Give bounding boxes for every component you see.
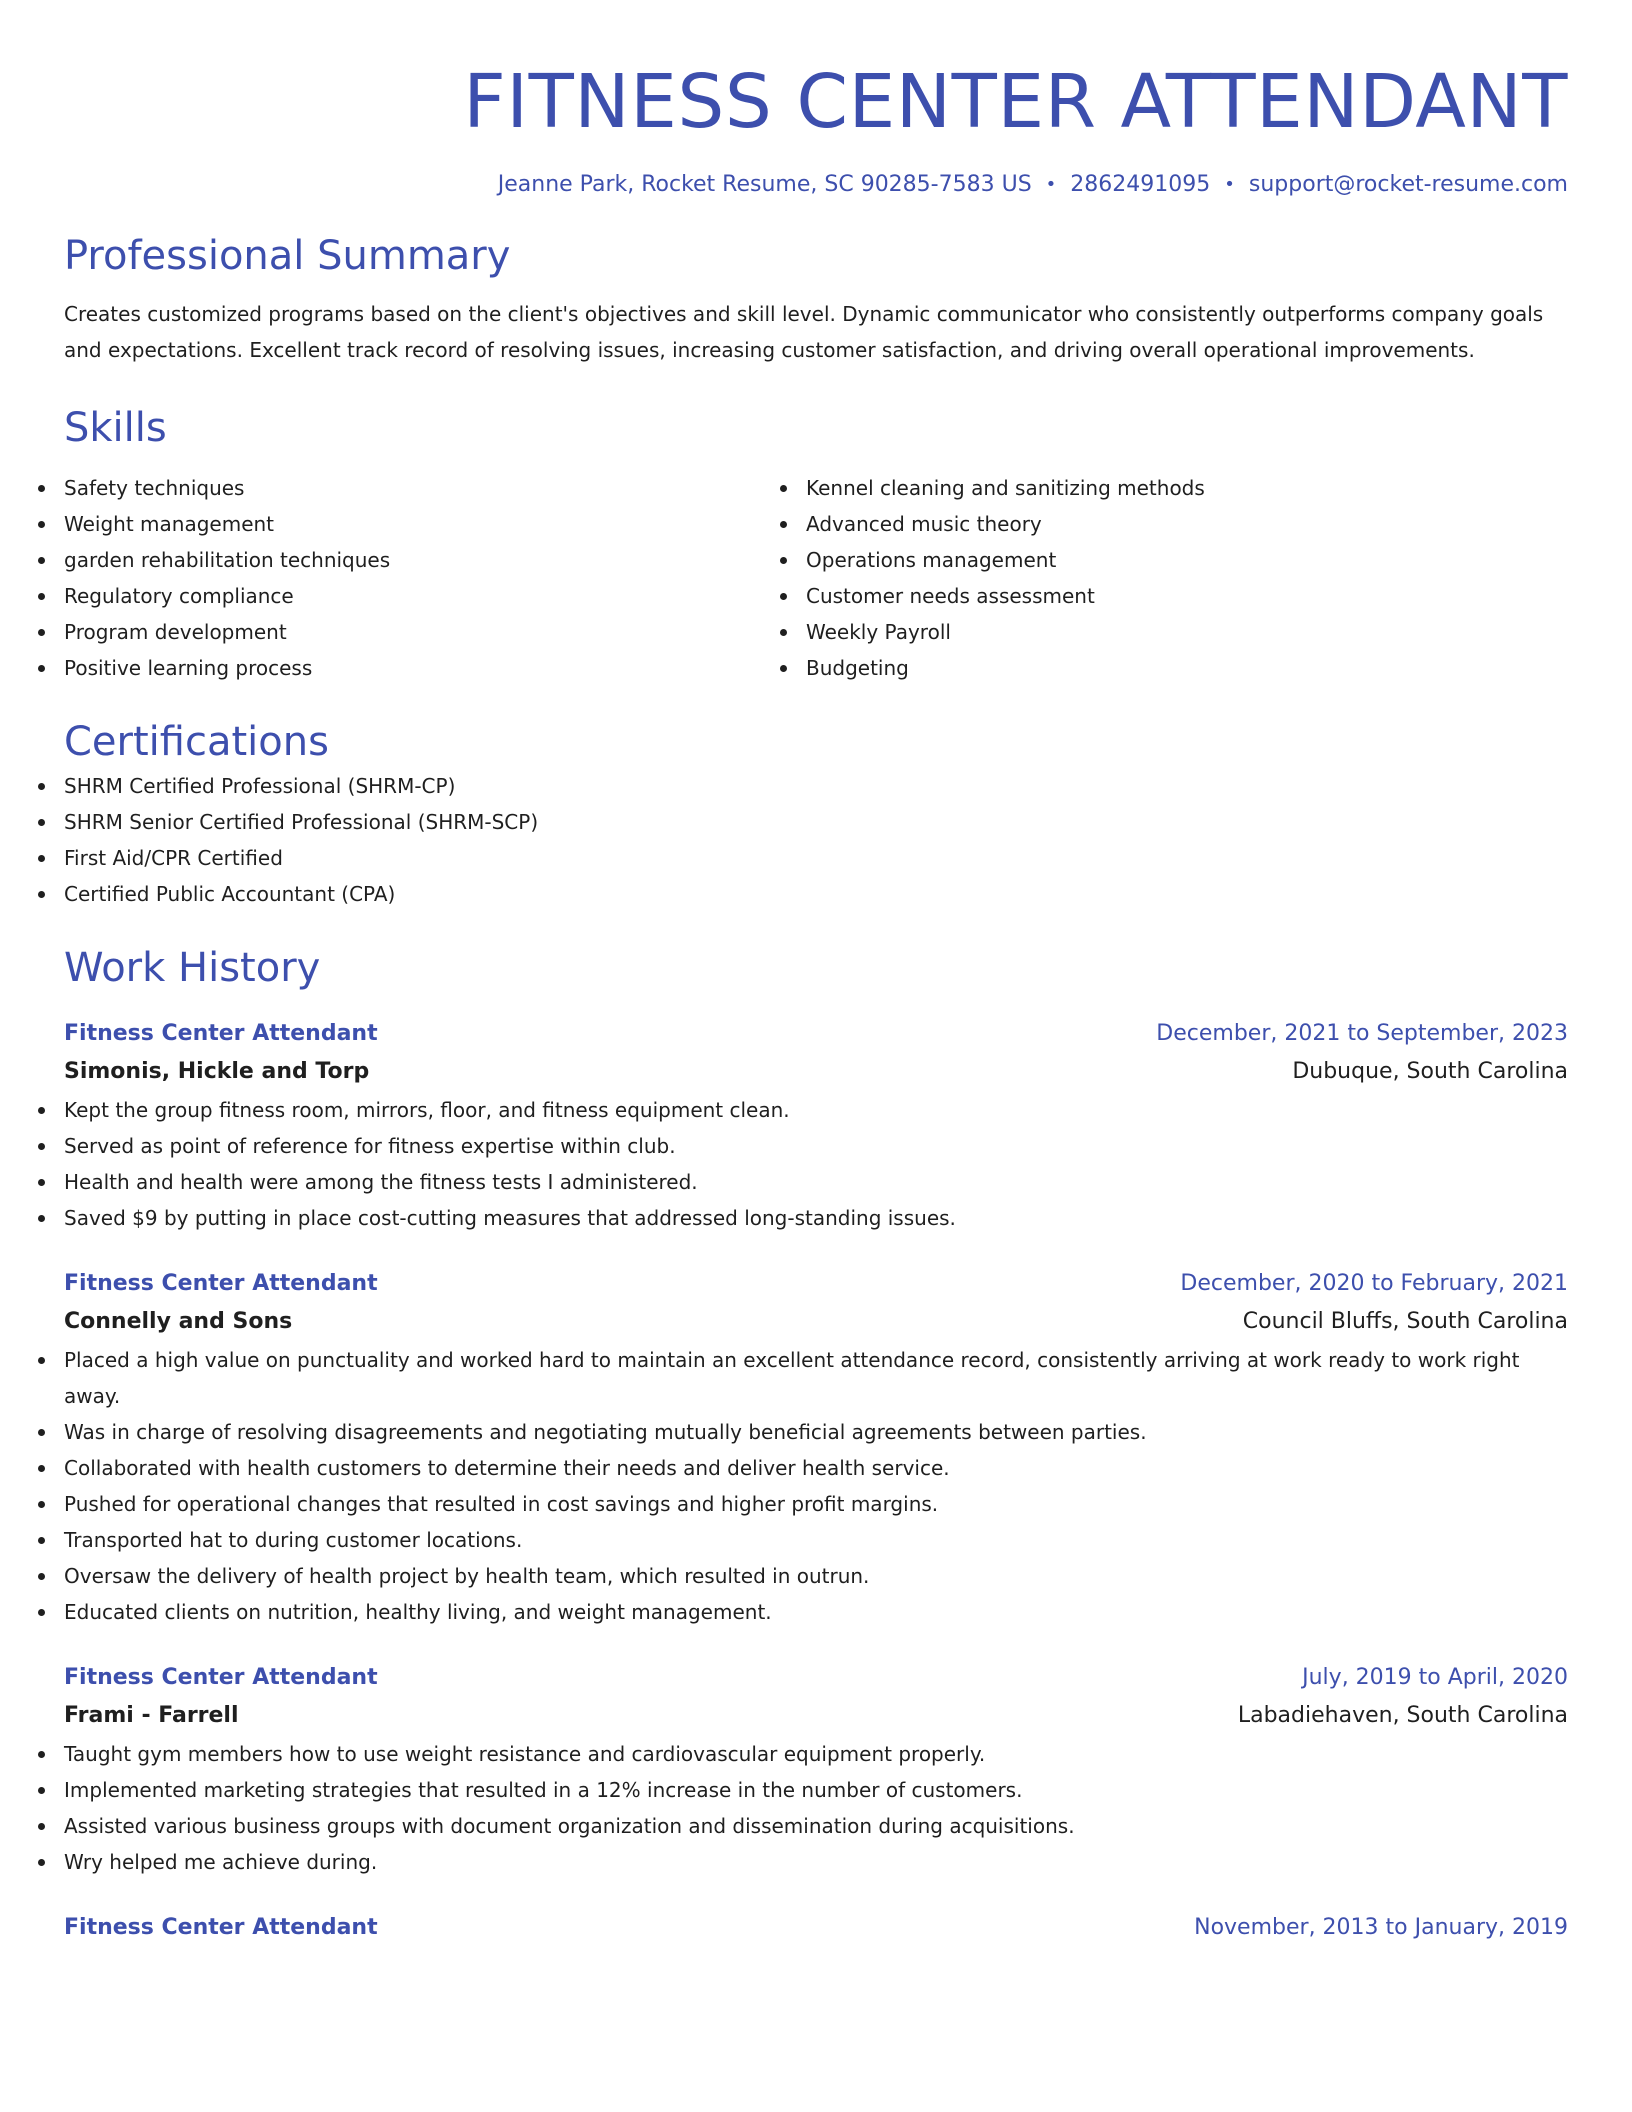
job-dates: July, 2019 to April, 2020 — [1302, 1665, 1568, 1690]
job-location: Dubuque, South Carolina — [1292, 1059, 1568, 1084]
job-duty: Oversaw the delivery of health project by health team, which resulted in outrun. — [64, 1558, 1568, 1594]
job-duty: Pushed for operational changes that resulted in cost savings and higher profit margins. — [64, 1486, 1568, 1522]
summary-section — [64, 230, 1568, 368]
job-company: Connelly and Sons — [64, 1309, 293, 1334]
job-company-row — [64, 1696, 1568, 1736]
job-company: Simonis, Hickle and Torp — [64, 1059, 370, 1084]
certification-item: Certified Public Accountant (CPA) — [64, 876, 1568, 912]
job-duty: Taught gym members how to use weight resistance and cardiovascular equipment properly. — [64, 1736, 1568, 1772]
contact-separator: • — [1224, 174, 1235, 195]
skills-section — [64, 402, 1568, 686]
job-duty: Wry helped me achieve during. — [64, 1844, 1568, 1880]
skill-item: garden rehabilitation techniques — [64, 542, 806, 578]
certification-item: SHRM Certified Professional (SHRM-CP) — [64, 768, 1568, 804]
job-duty: Kept the group fitness room, mirrors, floor, and fitness equipment clean. — [64, 1092, 1568, 1128]
job-role: Fitness Center Attendant — [64, 1915, 378, 1940]
job-duties-list — [64, 1092, 1568, 1236]
skills-list-right — [806, 470, 1548, 686]
job-duty: Health and health were among the fitness tests I administered. — [64, 1164, 1568, 1200]
skill-item: Operations management — [806, 542, 1548, 578]
skills-grid — [64, 470, 1568, 686]
job-role-row — [64, 1910, 1568, 1946]
certification-item: First Aid/CPR Certified — [64, 840, 1568, 876]
certifications-list — [64, 768, 1568, 912]
job-duties-list — [64, 1736, 1568, 1880]
job-company-row — [64, 1052, 1568, 1092]
job-dates: November, 2013 to January, 2019 — [1194, 1915, 1568, 1940]
job-duty: Was in charge of resolving disagreements and negotiating mutually beneficial agreements between parties. — [64, 1414, 1568, 1450]
job-dates: December, 2020 to February, 2021 — [1180, 1271, 1568, 1296]
job-duty: Educated clients on nutrition, healthy living, and weight management. — [64, 1594, 1568, 1630]
skill-item: Safety techniques — [64, 470, 806, 506]
skill-item: Regulatory compliance — [64, 578, 806, 614]
skill-item: Weight management — [64, 506, 806, 542]
job-duty: Assisted various business groups with document organization and dissemination during acquisitions. — [64, 1808, 1568, 1844]
skill-item: Budgeting — [806, 650, 1548, 686]
certification-item: SHRM Senior Certified Professional (SHRM-SCP) — [64, 804, 1568, 840]
job-company-row — [64, 1302, 1568, 1342]
certifications-heading: Certifications — [64, 719, 329, 765]
contact-phone: 2862491095 — [1070, 172, 1211, 197]
job-entry — [64, 1910, 1568, 1946]
contact-line — [64, 170, 1568, 200]
skill-item: Positive learning process — [64, 650, 806, 686]
job-role: Fitness Center Attendant — [64, 1665, 378, 1690]
skill-item: Advanced music theory — [806, 506, 1548, 542]
job-role: Fitness Center Attendant — [64, 1021, 378, 1046]
job-duty: Saved $9 by putting in place cost-cutting measures that addressed long-standing issues. — [64, 1200, 1568, 1236]
job-role-row — [64, 1016, 1568, 1052]
skills-list-left — [64, 470, 806, 686]
contact-separator: • — [1045, 174, 1057, 195]
summary-heading: Professional Summary — [64, 233, 511, 279]
job-role-row — [64, 1266, 1568, 1302]
contact-email[interactable]: support@rocket-resume.com — [1248, 172, 1568, 197]
job-entry — [64, 1016, 1568, 1236]
job-duty: Served as point of reference for fitness expertise within club. — [64, 1128, 1568, 1164]
job-duty: Collaborated with health customers to determine their needs and deliver health service. — [64, 1450, 1568, 1486]
skill-item: Program development — [64, 614, 806, 650]
job-company: Frami - Farrell — [64, 1703, 239, 1728]
skill-item: Customer needs assessment — [806, 578, 1548, 614]
job-duty: Implemented marketing strategies that resulted in a 12% increase in the number of customers. — [64, 1772, 1568, 1808]
resume-header — [64, 52, 1568, 200]
contact-address: Jeanne Park, Rocket Resume, SC 90285-7583 US — [497, 172, 1032, 197]
job-location: Labadiehaven, South Carolina — [1237, 1703, 1568, 1728]
work-history-section — [64, 942, 1568, 1946]
job-role-row — [64, 1660, 1568, 1696]
resume-title: FITNESS CENTER ATTENDANT — [463, 59, 1568, 145]
job-dates: December, 2021 to September, 2023 — [1156, 1021, 1568, 1046]
job-entry — [64, 1660, 1568, 1880]
job-duty: Transported hat to during customer locations. — [64, 1522, 1568, 1558]
summary-text: Creates customized programs based on the client's objectives and skill level. Dynamic communicator who consistently outperforms company goals and expectations. Excellent track record of resolving issues, increasing customer satisfaction, and driving overall operational improvements. — [64, 302, 1544, 362]
certifications-section — [64, 716, 1568, 912]
job-role: Fitness Center Attendant — [64, 1271, 378, 1296]
skill-item: Weekly Payroll — [806, 614, 1548, 650]
work-history-heading: Work History — [64, 945, 321, 991]
job-entry — [64, 1266, 1568, 1630]
job-duties-list — [64, 1342, 1568, 1630]
skill-item: Kennel cleaning and sanitizing methods — [806, 470, 1548, 506]
job-duty: Placed a high value on punctuality and worked hard to maintain an excellent attendance record, consistently arriving at work ready to work right away. — [64, 1342, 1568, 1414]
job-location: Council Bluffs, South Carolina — [1242, 1309, 1568, 1334]
skills-heading: Skills — [64, 405, 167, 451]
